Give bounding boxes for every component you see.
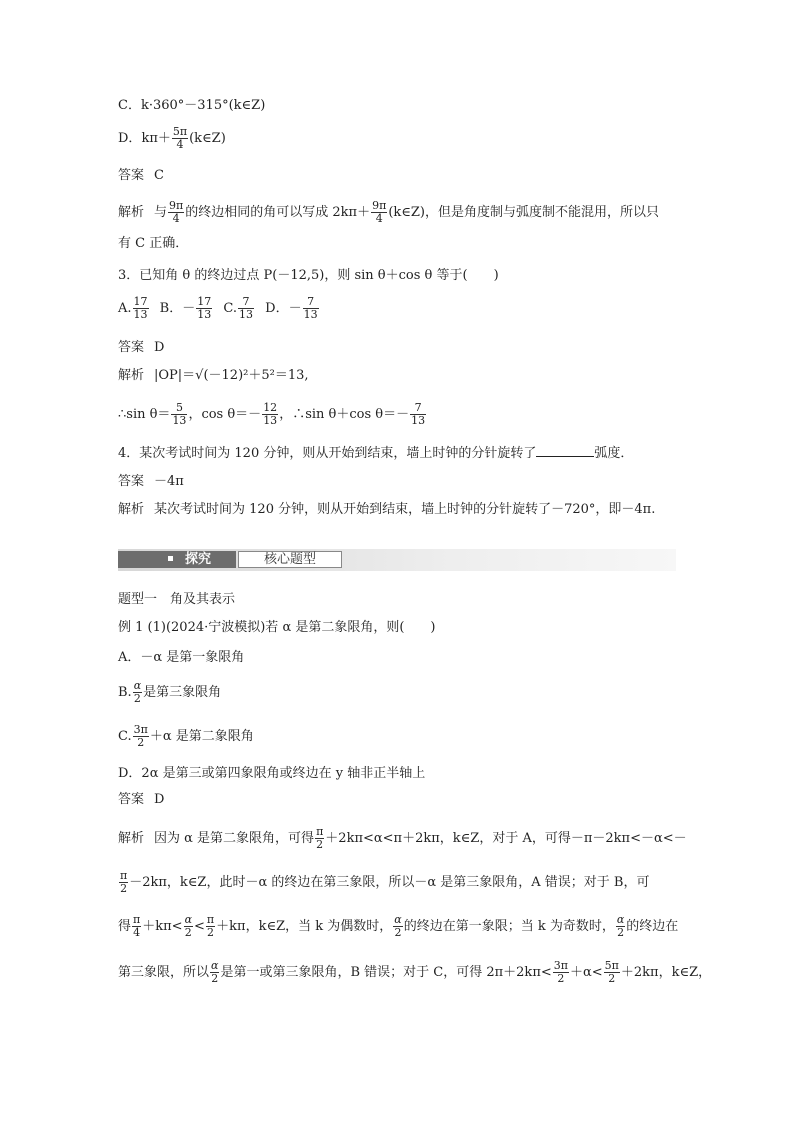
q3-option-a xyxy=(118,295,150,321)
frac-den: 4 xyxy=(176,138,184,151)
analysis-label: 解析 xyxy=(118,831,145,846)
analysis-text: 第三象限，所以 xyxy=(118,965,210,980)
frac-num: 17 xyxy=(133,295,148,308)
example1-analysis-line1 xyxy=(118,826,687,851)
frac-den: 13 xyxy=(197,308,212,321)
option-label: B. xyxy=(118,685,132,700)
frac-num: π xyxy=(133,913,141,926)
frac-num: 17 xyxy=(197,295,212,308)
option-c-label: C． xyxy=(118,98,141,113)
fraction xyxy=(172,126,188,151)
option-c-expr: k·360°－315°(k∈Z) xyxy=(140,98,266,113)
fraction xyxy=(196,296,212,321)
fraction xyxy=(303,296,319,321)
frac-num: 7 xyxy=(303,296,319,309)
frac-num: π xyxy=(316,825,324,838)
q4-stem xyxy=(118,444,633,462)
frac-den: 13 xyxy=(303,308,318,321)
option-d-pre: kπ＋ xyxy=(141,131,171,146)
q3-option-b xyxy=(159,295,214,321)
analysis-text: ∴sin θ＝ xyxy=(118,407,171,422)
example1-option-b xyxy=(118,680,221,705)
analysis-label: 解析 xyxy=(118,368,145,383)
option-sign: － xyxy=(182,301,196,316)
frac-den: 4 xyxy=(172,212,180,225)
q3-analysis-line2 xyxy=(118,402,427,427)
analysis-text: －2kπ，k∈Z，此时－α 的终边在第三象限，所以－α 是第三象限角，A 错误；对于 B，可 xyxy=(129,875,650,890)
analysis-text: ，cos θ＝－ xyxy=(188,407,262,422)
fraction xyxy=(616,914,625,939)
frac-num: α xyxy=(211,959,219,972)
frac-den: 2 xyxy=(133,692,141,705)
example1-option-a: A．－α 是第一象限角 xyxy=(118,650,245,665)
frac-num: 3π xyxy=(133,723,148,736)
q3-stem: 3．已知角 θ 的终边过点 P(－12,5)，则 sin θ＋cos θ 等于( ) xyxy=(118,268,499,283)
frac-den: 2 xyxy=(394,926,402,939)
fraction xyxy=(371,200,387,225)
option-d xyxy=(118,126,226,151)
example1-analysis-line3 xyxy=(118,914,678,939)
answer-value: －4π xyxy=(154,474,184,489)
frac-num: α xyxy=(184,913,193,926)
answer-value: D xyxy=(154,792,165,807)
fraction xyxy=(133,296,149,321)
answer-value: D xyxy=(154,340,165,355)
analysis-text: 因为 α 是第二象限角，可得 xyxy=(154,831,315,846)
section-tag xyxy=(118,551,236,568)
analysis-label: 解析 xyxy=(118,205,145,220)
frac-den: 2 xyxy=(617,926,625,939)
frac-den: 4 xyxy=(133,926,141,939)
example1-answer xyxy=(118,792,164,808)
analysis-label: 解析 xyxy=(118,502,145,517)
frac-den: 2 xyxy=(211,972,219,985)
answer-label: 答案 xyxy=(118,340,145,355)
fraction xyxy=(604,960,620,985)
option-text: 是第三象限角 xyxy=(143,685,222,700)
option-label: D． xyxy=(265,301,289,316)
frac-den: 13 xyxy=(239,308,254,321)
frac-den: 2 xyxy=(120,882,128,895)
option-sign: － xyxy=(288,301,302,316)
answer-value: C xyxy=(154,168,164,183)
q3-answer xyxy=(118,340,164,356)
fraction xyxy=(133,724,149,749)
frac-num: 5π xyxy=(604,959,619,972)
q3-analysis-line1 xyxy=(118,368,309,384)
fraction xyxy=(210,960,219,985)
example1-option-c xyxy=(118,724,254,749)
frac-den: 13 xyxy=(263,414,278,427)
q2-answer xyxy=(118,168,164,184)
fraction xyxy=(168,200,184,225)
fraction xyxy=(410,402,426,427)
fraction xyxy=(315,826,324,851)
q4-stem-text: 弧度． xyxy=(594,446,634,461)
frac-den: 13 xyxy=(411,414,426,427)
option-text: ＋α 是第二象限角 xyxy=(149,729,254,744)
analysis-text: ＋α< xyxy=(570,965,603,980)
frac-num: 5π xyxy=(172,125,188,138)
frac-num: 5 xyxy=(171,402,187,415)
frac-den: 2 xyxy=(207,926,215,939)
frac-num: π xyxy=(206,913,215,926)
square-bullet-icon xyxy=(168,556,173,561)
frac-den: 13 xyxy=(133,308,148,321)
frac-den: 4 xyxy=(375,212,383,225)
q2-analysis-line1 xyxy=(118,200,659,225)
option-d-post: (k∈Z) xyxy=(189,131,226,146)
fraction xyxy=(119,870,128,895)
analysis-text: < xyxy=(194,919,205,934)
answer-label: 答案 xyxy=(118,474,145,489)
frac-num: 9π xyxy=(169,199,184,212)
frac-den: 2 xyxy=(137,736,145,749)
fraction xyxy=(133,680,142,705)
analysis-text: 得 xyxy=(118,919,132,934)
analysis-text: 的终边在 xyxy=(626,919,679,934)
q3-option-c xyxy=(223,295,255,321)
answer-label: 答案 xyxy=(118,168,145,183)
option-label: B． xyxy=(159,301,183,316)
analysis-text: |OP|＝√(－12)²＋5²＝13, xyxy=(154,368,309,383)
section-title: 核心题型 xyxy=(238,551,342,568)
analysis-text: (k∈Z)，但是角度制与弧度制不能混用，所以只 xyxy=(388,205,660,220)
frac-num: 7 xyxy=(238,296,254,309)
frac-num: α xyxy=(133,679,142,692)
analysis-text: ＋2kπ，k∈Z， xyxy=(620,965,712,980)
analysis-text: 某次考试时间为 120 分钟，则从开始到结束，墙上时钟的分针旋转了－720°，即－4π. xyxy=(154,502,656,517)
frac-num: 7 xyxy=(410,402,426,415)
fraction xyxy=(171,402,187,427)
option-label: C. xyxy=(223,301,238,316)
example1-stem: 例 1 (1)(2024·宁波模拟)若 α 是第二象限角，则( ) xyxy=(118,620,436,635)
frac-den: 2 xyxy=(184,926,192,939)
frac-num: 12 xyxy=(263,401,278,414)
answer-label: 答案 xyxy=(118,792,145,807)
fraction xyxy=(393,914,402,939)
analysis-text: 与 xyxy=(154,205,168,220)
frac-num: 9π xyxy=(372,199,387,212)
type1-heading: 题型一 角及其表示 xyxy=(118,592,236,607)
q4-stem-text: 4．某次考试时间为 120 分钟，则从开始到结束，墙上时钟的分针旋转了 xyxy=(118,446,537,461)
analysis-text: ＋2kπ<α<π＋2kπ，k∈Z，对于 A，可得－π－2kπ<－α<－ xyxy=(325,831,687,846)
analysis-text: 的终边在第一象限；当 k 为奇数时， xyxy=(403,919,615,934)
fraction xyxy=(262,402,278,427)
frac-num: α xyxy=(616,913,625,926)
analysis-text: 的终边相同的角可以写成 2kπ＋ xyxy=(185,205,371,220)
analysis-text: ＋kπ< xyxy=(142,919,183,934)
frac-num: π xyxy=(120,869,128,882)
frac-den: 2 xyxy=(316,838,324,851)
example1-analysis-line4 xyxy=(118,960,711,985)
q2-analysis-line2: 有 C 正确． xyxy=(118,236,189,251)
option-label: A. xyxy=(118,301,132,316)
q3-options xyxy=(118,296,320,321)
option-d-label: D． xyxy=(118,131,142,146)
example1-analysis-line2 xyxy=(118,870,650,895)
analysis-text: ＋kπ，k∈Z，当 k 为偶数时， xyxy=(216,919,393,934)
option-label: C. xyxy=(118,729,132,744)
analysis-text: ，∴sin θ＋cos θ＝－ xyxy=(279,407,410,422)
frac-den: 13 xyxy=(172,414,187,427)
section-tag-label: 探究 xyxy=(185,552,212,567)
fraction xyxy=(132,914,141,939)
q4-analysis xyxy=(118,502,655,518)
frac-den: 2 xyxy=(608,972,616,985)
q4-answer xyxy=(118,474,184,490)
frac-num: α xyxy=(394,913,402,926)
q3-option-d xyxy=(265,295,319,321)
fraction xyxy=(184,914,193,939)
frac-num: 3π xyxy=(553,959,568,972)
option-c xyxy=(118,98,265,114)
frac-den: 2 xyxy=(557,972,565,985)
example1-option-d: D．2α 是第三或第四象限角或终边在 y 轴非正半轴上 xyxy=(118,766,426,781)
answer-blank xyxy=(536,444,594,457)
analysis-text: 是第一或第三象限角，B 错误；对于 C，可得 2π＋2kπ< xyxy=(220,965,552,980)
fraction xyxy=(238,296,254,321)
fraction xyxy=(553,960,569,985)
fraction xyxy=(206,914,215,939)
